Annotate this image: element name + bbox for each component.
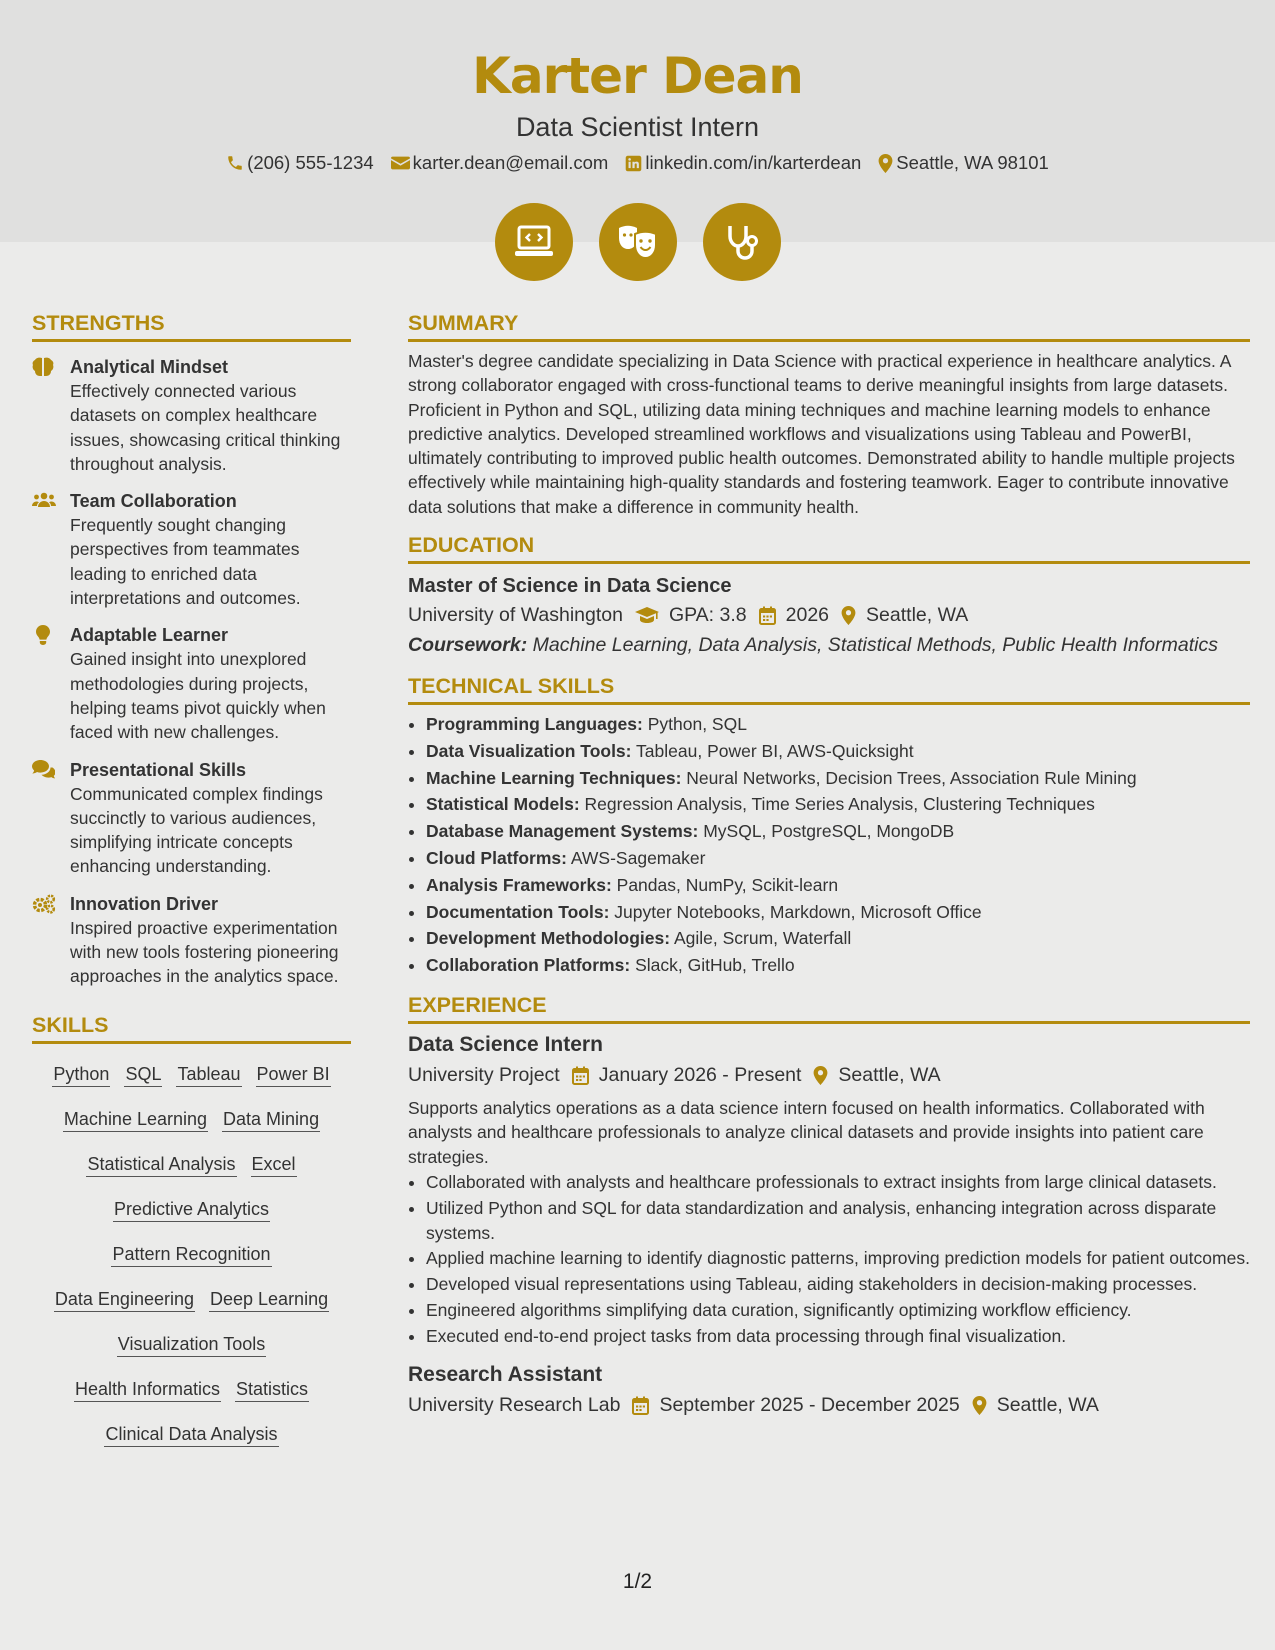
list-item bbox=[426, 899, 1250, 926]
skill-value: Tableau, Power BI, AWS-Quicksight bbox=[636, 740, 914, 761]
skill-label: Data Visualization Tools: bbox=[426, 740, 632, 761]
lightbulb-icon bbox=[36, 625, 50, 645]
linkedin-text: linkedin.com/in/karterdean bbox=[645, 152, 862, 173]
location-icon bbox=[841, 606, 856, 625]
job-role: Data Science Intern bbox=[408, 1033, 603, 1057]
strength-title: Presentational Skills bbox=[70, 759, 247, 780]
right-column bbox=[408, 309, 1250, 1420]
strength-desc: Gained insight into unexplored methodologies during projects, helping teams pivot quickly when faced with new challenges. bbox=[70, 649, 326, 743]
contact-phone[interactable] bbox=[226, 150, 374, 176]
education-location: Seattle, WA bbox=[866, 604, 969, 627]
list-item bbox=[426, 765, 1250, 792]
skills-row bbox=[32, 1412, 351, 1457]
education-meta bbox=[408, 600, 1250, 630]
job-dates: September 2025 - December 2025 bbox=[659, 1394, 960, 1417]
skills-row bbox=[32, 1367, 351, 1412]
skills-list bbox=[32, 1052, 351, 1457]
skills-heading: SKILLS bbox=[32, 1011, 351, 1044]
skill-value: MySQL, PostgreSQL, MongoDB bbox=[703, 821, 955, 842]
list-item: • Applied machine learning to identify diagnostic patterns, improving prediction models for patient outcomes. bbox=[426, 1246, 1250, 1270]
calendar-icon bbox=[759, 606, 776, 625]
skill-label: Development Methodologies: bbox=[426, 928, 671, 949]
skill-label: Documentation Tools: bbox=[426, 901, 610, 922]
list-item: • Developed visual representations using Tableau, aiding stakeholders in decision-making processes. bbox=[426, 1272, 1250, 1296]
list-item: • Executed end-to-end project tasks from data processing through final visualization. bbox=[426, 1324, 1250, 1348]
skill-value: Python, SQL bbox=[647, 714, 747, 735]
skill-chip: Visualization Tools bbox=[117, 1332, 266, 1357]
list-item: • Engineered algorithms simplifying data curation, significantly optimizing workflow efficiency. bbox=[426, 1298, 1250, 1322]
page-number: 1/2 bbox=[622, 1570, 653, 1593]
linkedin-icon bbox=[625, 155, 642, 172]
job-dates: January 2026 - Present bbox=[598, 1064, 802, 1087]
strengths-heading: STRENGTHS bbox=[32, 309, 351, 342]
list-item: • Utilized Python and SQL for data standardization and analysis, enhancing integration across disparate systems. bbox=[426, 1196, 1250, 1245]
strength-title: Analytical Mindset bbox=[70, 357, 229, 377]
badge-masks bbox=[599, 203, 677, 281]
strength-item bbox=[32, 758, 351, 879]
left-column bbox=[32, 309, 351, 1457]
skill-chip: Power BI bbox=[256, 1062, 331, 1087]
summary-heading: SUMMARY bbox=[408, 309, 1250, 342]
school-name: University of Washington bbox=[408, 604, 623, 627]
skill-chip: Health Informatics bbox=[74, 1377, 221, 1402]
skill-chip: Predictive Analytics bbox=[113, 1197, 270, 1222]
stethoscope-icon bbox=[724, 223, 760, 261]
laptop-code-icon bbox=[514, 225, 554, 259]
skill-value: Regression Analysis, Time Series Analysis, Clustering Techniques bbox=[584, 794, 1095, 815]
skill-chip: Tableau bbox=[176, 1062, 241, 1087]
skills-row bbox=[32, 1142, 351, 1187]
skills-row bbox=[32, 1187, 351, 1232]
skills-row bbox=[32, 1232, 351, 1277]
theater-masks-icon bbox=[617, 224, 659, 260]
list-item bbox=[426, 738, 1250, 765]
technical-skills-list bbox=[408, 711, 1250, 979]
skill-chip: Excel bbox=[251, 1152, 297, 1177]
skill-value: Neural Networks, Decision Trees, Association Rule Mining bbox=[686, 767, 1137, 788]
list-item bbox=[426, 711, 1250, 738]
skill-chip: SQL bbox=[124, 1062, 162, 1087]
job-bullets bbox=[408, 1170, 1250, 1348]
skill-value: AWS-Sagemaker bbox=[570, 848, 706, 869]
strength-desc: Inspired proactive experimentation with new tools fostering pioneering approaches in the analytics space. bbox=[70, 917, 339, 987]
experience-heading: EXPERIENCE bbox=[408, 991, 1250, 1024]
summary-text: Master's degree candidate specializing in Data Science with practical experience in healthcare analytics. A strong collaborator engaged with cross-functional teams to derive meaningful insights from large datasets. Proficient in Python and SQL, utilizing data mining techniques and machine learning models to enhance predictive analytics. Developed streamlined workflows and visualizations using Tableau and PowerBI, ultimately contributing to improved public health outcomes. Demonstrated ability to handle multiple projects effectively while maintaining high-quality standards and fostering teamwork. Eager to contribute innovative data solutions that make a difference in community health. bbox=[408, 351, 1235, 517]
job-meta bbox=[408, 1060, 1250, 1090]
skill-chip: Statistical Analysis bbox=[86, 1152, 236, 1177]
users-icon bbox=[32, 491, 56, 509]
list-item bbox=[426, 925, 1250, 952]
strength-title: Team Collaboration bbox=[70, 491, 237, 512]
strength-title: Adaptable Learner bbox=[70, 625, 229, 646]
job-org: University Project bbox=[408, 1064, 560, 1087]
cogs-icon bbox=[32, 894, 56, 914]
location-icon bbox=[878, 154, 893, 173]
skill-label: Statistical Models: bbox=[426, 794, 580, 815]
skill-chip: Machine Learning bbox=[63, 1107, 208, 1132]
calendar-icon bbox=[632, 1396, 649, 1415]
job-meta bbox=[408, 1390, 1250, 1420]
graduation-cap-icon bbox=[635, 606, 659, 624]
skill-chip: Deep Learning bbox=[209, 1287, 329, 1312]
coursework-list: Machine Learning, Data Analysis, Statistical Methods, Public Health Informatics bbox=[532, 634, 1218, 657]
contact-linkedin[interactable] bbox=[625, 150, 861, 176]
strength-desc: Frequently sought changing perspectives from teammates leading to enriched data interpretations and outcomes. bbox=[70, 515, 301, 609]
skills-row bbox=[32, 1277, 351, 1322]
list-item bbox=[426, 818, 1250, 845]
list-item: • Collaborated with analysts and healthcare professionals to extract insights from large clinical datasets. bbox=[426, 1170, 1250, 1194]
list-item bbox=[426, 791, 1250, 818]
skill-label: Analysis Frameworks: bbox=[426, 874, 612, 895]
skills-row bbox=[32, 1097, 351, 1142]
badge-row bbox=[0, 203, 1275, 281]
badge-stethoscope bbox=[703, 203, 781, 281]
gpa-text: GPA: 3.8 bbox=[668, 604, 747, 627]
job-location: Seattle, WA bbox=[996, 1394, 1099, 1417]
skill-chip: Clinical Data Analysis bbox=[104, 1422, 278, 1447]
coursework bbox=[408, 630, 1250, 660]
location-icon bbox=[813, 1066, 828, 1085]
envelope-icon bbox=[391, 155, 410, 171]
skill-chip: Statistics bbox=[235, 1377, 309, 1402]
skill-value: Slack, GitHub, Trello bbox=[635, 955, 795, 976]
skill-label: Collaboration Platforms: bbox=[426, 955, 631, 976]
badge-laptop bbox=[495, 203, 573, 281]
strength-item bbox=[32, 892, 351, 989]
location-text: Seattle, WA 98101 bbox=[896, 152, 1049, 173]
list-item bbox=[426, 845, 1250, 872]
strength-title: Innovation Driver bbox=[70, 893, 219, 914]
skill-chip: Data Mining bbox=[222, 1107, 320, 1132]
skill-chip: Python bbox=[52, 1062, 110, 1087]
job-title: Data Scientist Intern bbox=[515, 112, 760, 142]
skill-value: Pandas, NumPy, Scikit-learn bbox=[616, 874, 839, 895]
phone-icon bbox=[226, 154, 244, 172]
technical-skills-heading: TECHNICAL SKILLS bbox=[408, 672, 1250, 705]
list-item bbox=[426, 872, 1250, 899]
skills-row bbox=[32, 1322, 351, 1367]
strength-desc: Communicated complex findings succinctly to various audiences, simplifying intricate concepts enhancing understanding. bbox=[70, 783, 323, 877]
comments-icon bbox=[32, 760, 55, 779]
skill-value: Agile, Scrum, Waterfall bbox=[673, 928, 852, 949]
degree-title: Master of Science in Data Science bbox=[408, 575, 732, 598]
strength-item bbox=[32, 489, 351, 610]
contact-bar bbox=[0, 150, 1275, 176]
coursework-label: Coursework: bbox=[408, 634, 528, 657]
skill-chip: Pattern Recognition bbox=[111, 1242, 271, 1267]
strength-desc: Effectively connected various datasets on complex healthcare issues, showcasing critical thinking throughout analysis. bbox=[70, 381, 341, 474]
skill-label: Programming Languages: bbox=[426, 714, 643, 735]
skill-label: Database Management Systems: bbox=[426, 821, 699, 842]
skill-label: Cloud Platforms: bbox=[426, 848, 567, 869]
contact-location bbox=[878, 150, 1049, 176]
email-text: karter.dean@email.com bbox=[412, 152, 609, 173]
strength-item bbox=[32, 623, 351, 744]
job-description: Supports analytics operations as a data science intern focused on health informatics. Collaborated with analysts and healthcare professionals to analyze clinical datasets and provide insights into patient care strategies. bbox=[408, 1098, 1205, 1167]
calendar-icon bbox=[572, 1066, 589, 1085]
skill-value: Jupyter Notebooks, Markdown, Microsoft Office bbox=[614, 901, 982, 922]
location-icon bbox=[972, 1396, 987, 1415]
brain-icon bbox=[32, 357, 54, 377]
job-location: Seattle, WA bbox=[838, 1064, 941, 1087]
skills-row bbox=[32, 1052, 351, 1097]
job-org: University Research Lab bbox=[408, 1394, 621, 1417]
contact-email[interactable] bbox=[391, 150, 609, 176]
education-heading: EDUCATION bbox=[408, 531, 1250, 564]
skill-label: Machine Learning Techniques: bbox=[426, 767, 682, 788]
phone-text: (206) 555-1234 bbox=[247, 152, 374, 173]
strength-item bbox=[32, 355, 351, 476]
grad-year: 2026 bbox=[785, 604, 830, 627]
candidate-name: Karter Dean bbox=[472, 47, 803, 105]
job-role: Research Assistant bbox=[408, 1363, 603, 1387]
list-item bbox=[426, 952, 1250, 979]
skill-chip: Data Engineering bbox=[54, 1287, 195, 1312]
